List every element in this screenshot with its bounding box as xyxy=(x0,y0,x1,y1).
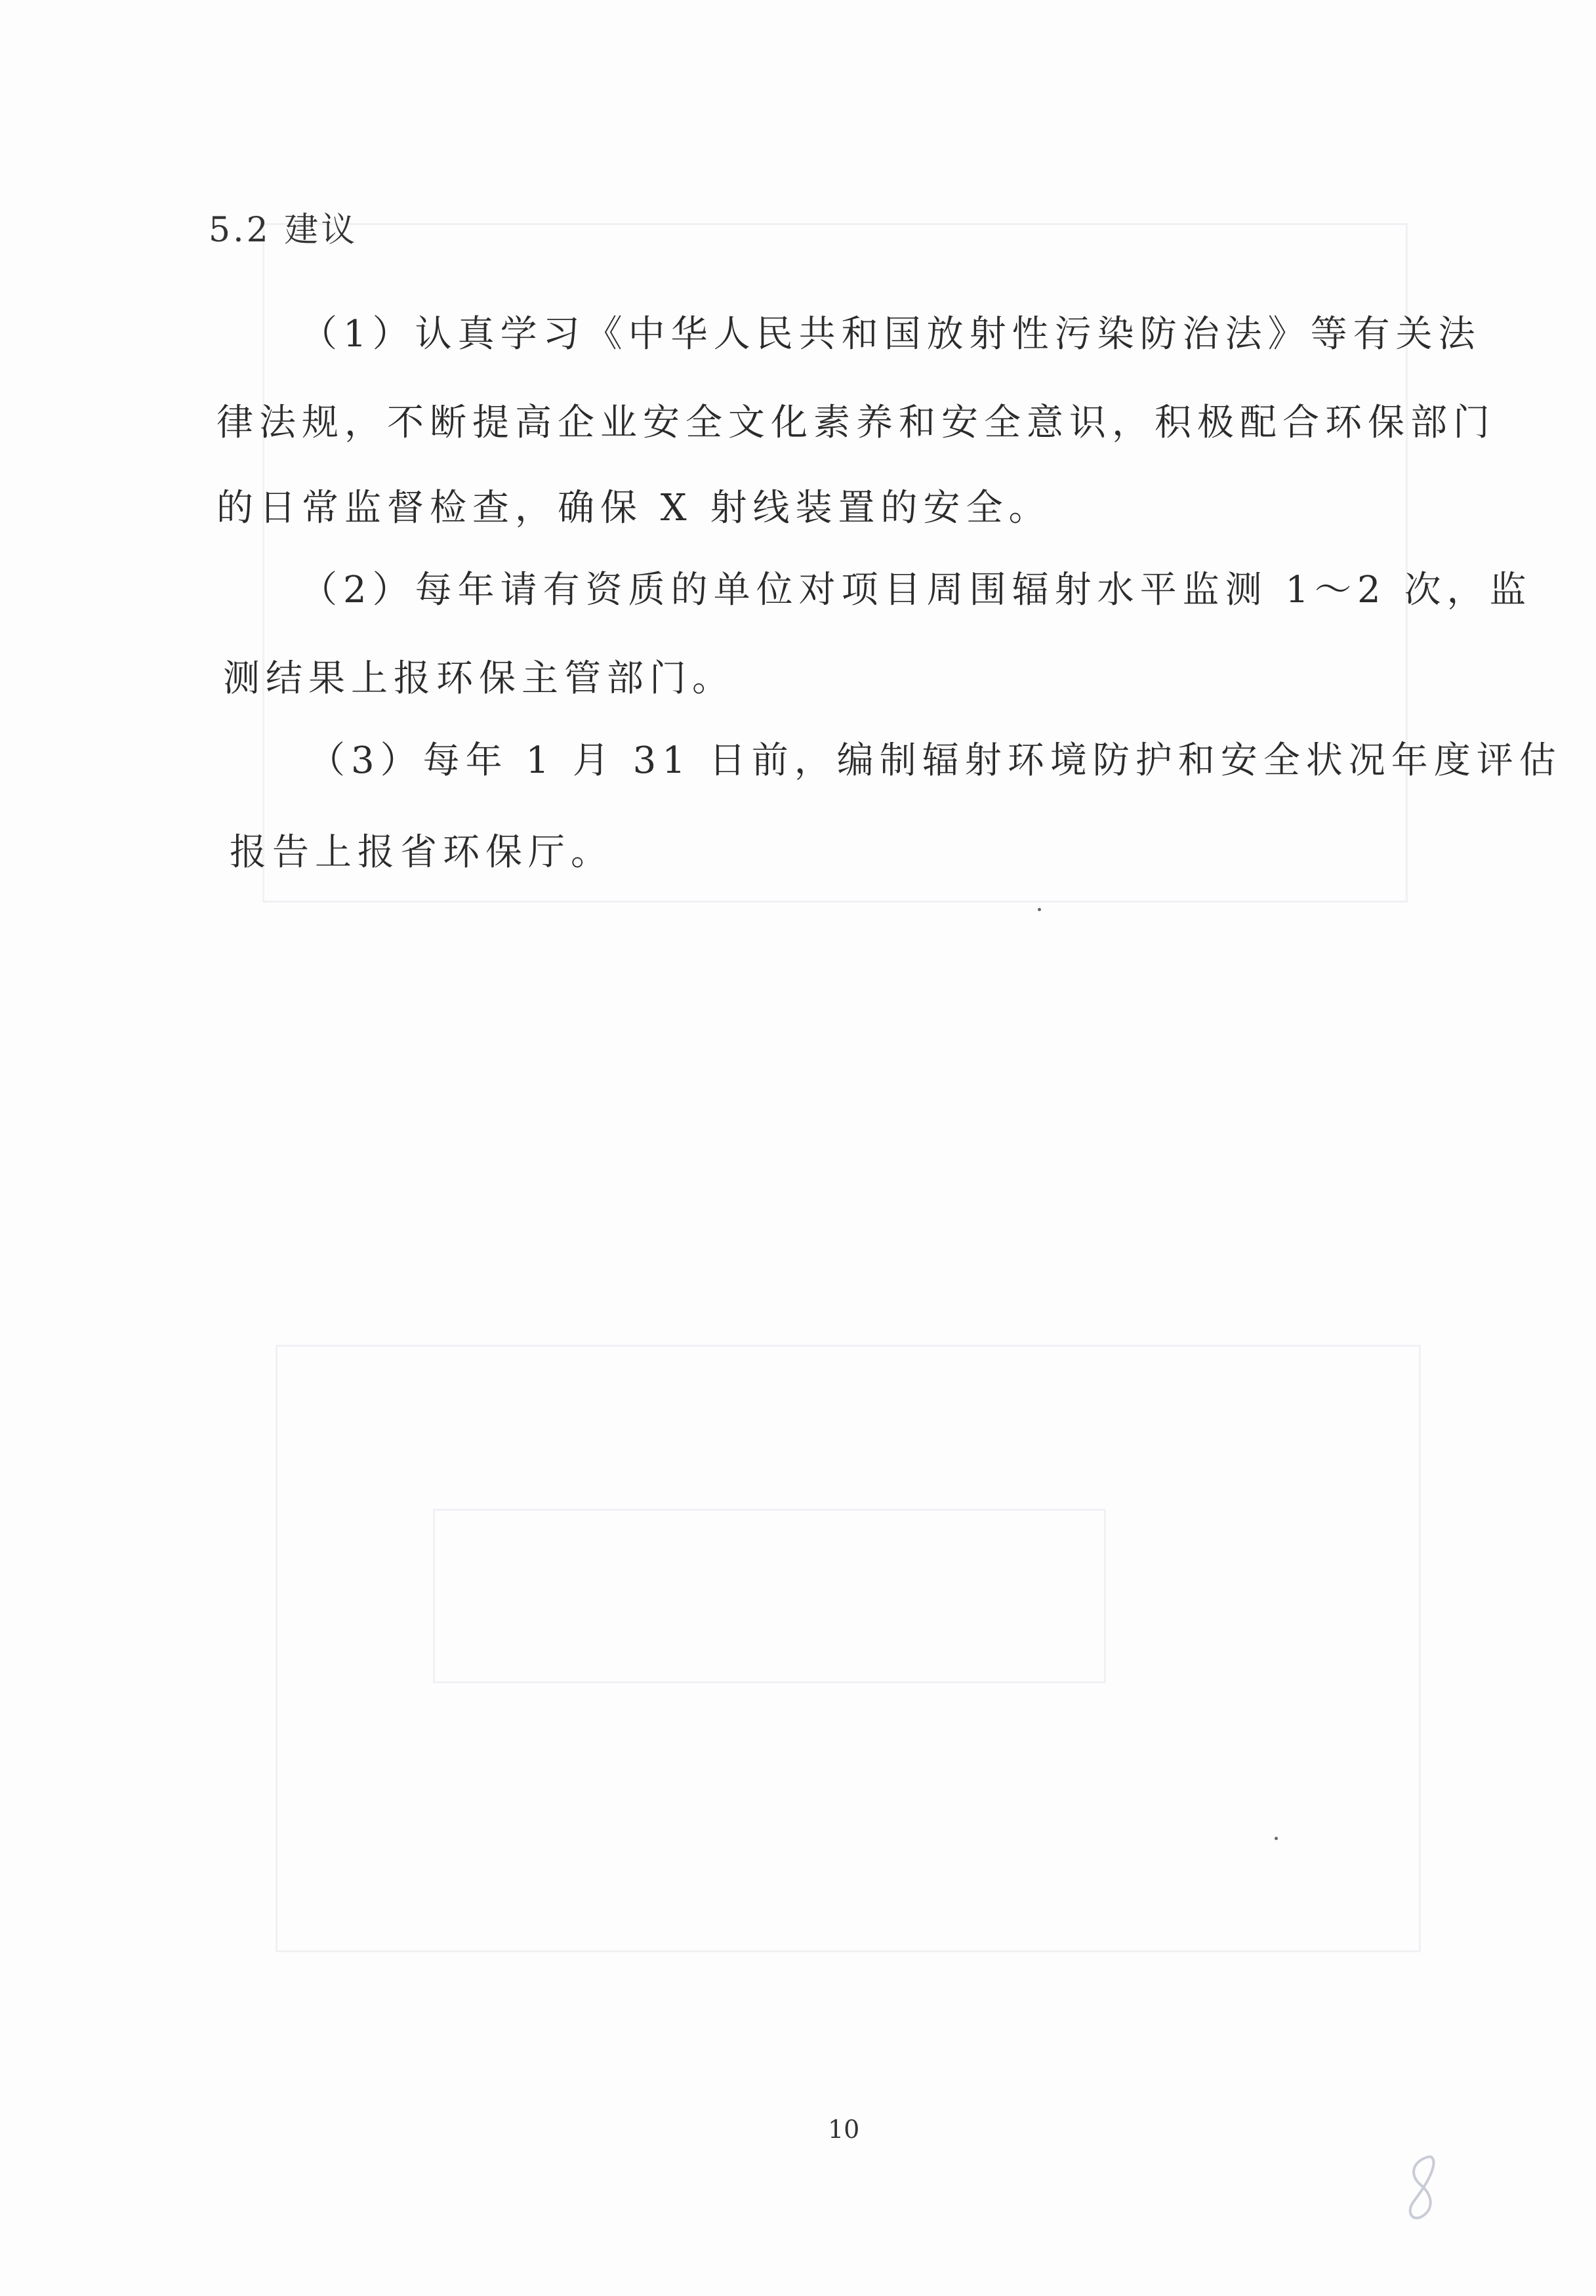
bleed-through-frame xyxy=(433,1509,1106,1683)
page-number: 10 xyxy=(828,2115,860,2144)
scan-speck xyxy=(1275,1837,1278,1840)
paragraph-line: （2）每年请有资质的单位对项目周围辐射水平监测 1～2 次，监 xyxy=(300,569,1532,611)
scan-speck xyxy=(1038,908,1041,911)
paragraph-line: 律法规，不断提高企业安全文化素养和安全意识，积极配合环保部门 xyxy=(216,401,1496,444)
paragraph-line: 的日常监督检查，确保 X 射线装置的安全。 xyxy=(216,487,1052,529)
handwritten-mark xyxy=(1394,2152,1446,2224)
paragraph-line: （3）每年 1 月 31 日前，编制辐射环境防护和安全状况年度评估 xyxy=(308,739,1562,782)
section-heading: 5.2 建议 xyxy=(209,211,358,250)
paragraph-line: （1）认真学习《中华人民共和国放射性污染防治法》等有关法 xyxy=(300,313,1481,356)
paragraph-line: 测结果上报环保主管部门。 xyxy=(223,657,735,700)
paragraph-line: 报告上报省环保厅。 xyxy=(230,831,613,874)
